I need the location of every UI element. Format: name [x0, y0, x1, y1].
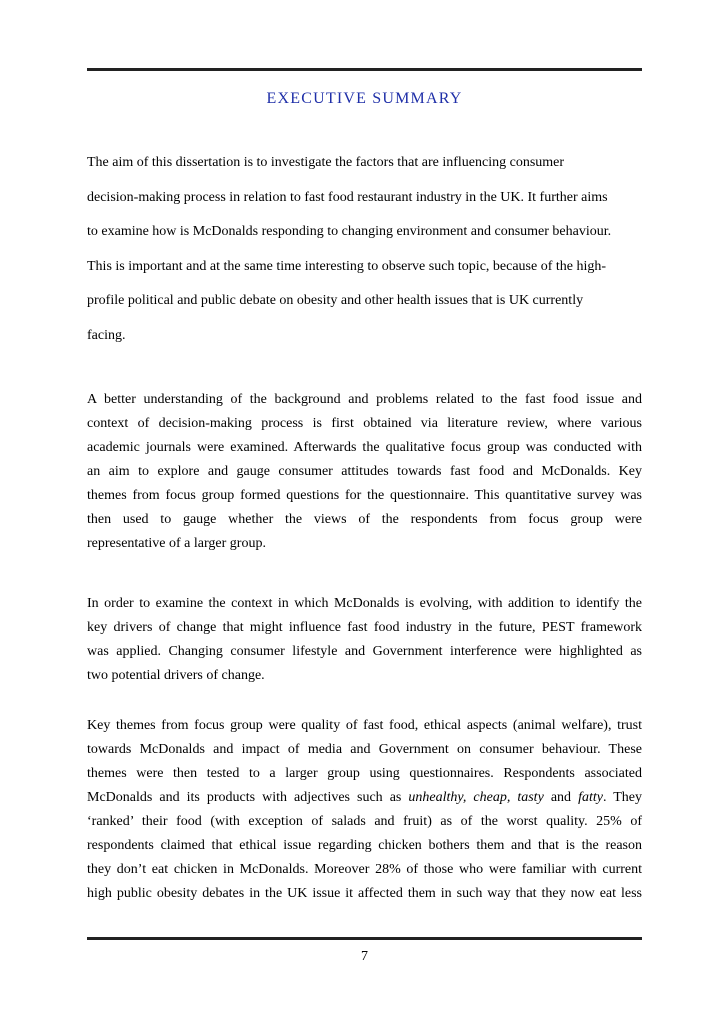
top-rule: [87, 68, 642, 71]
paragraph-line: A better understanding of the background and problems related to the fast food issue and: [87, 392, 642, 407]
paragraph-line: towards McDonalds and impact of media and Government on consumer behaviour. These: [87, 742, 642, 757]
paragraph-line: academic journals were examined. Afterwards the qualitative focus group was conducted with: [87, 440, 642, 455]
paragraph-line: The aim of this dissertation is to investigate the factors that are influencing consumer: [87, 155, 565, 170]
paragraph-line: context of decision-making process is first obtained via literature review, where various: [87, 416, 642, 431]
paragraph-line: profile political and public debate on obesity and other health issues that is UK currently: [87, 293, 584, 309]
text-run: and: [543, 790, 579, 805]
paragraph-aim: [87, 146, 642, 354]
paragraph-line: In order to examine the context in which McDonalds is evolving, with addition to identify the: [87, 596, 642, 611]
paragraph-line: This is important and at the same time interesting to observe such topic, because of the high-: [87, 258, 607, 274]
paragraph-line: then used to gauge whether the views of the respondents from focus group were: [87, 512, 642, 527]
page-number: 7: [361, 949, 368, 964]
paragraph-line: representative of a larger group.: [87, 536, 266, 551]
paragraph-line: key drivers of change that might influence fast food industry in the future, PEST framework: [87, 620, 642, 635]
paragraph-line: Key themes from focus group were quality of fast food, ethical aspects (animal welfare), trust: [87, 718, 642, 733]
bottom-rule: [87, 937, 642, 940]
paragraph-line: respondents claimed that ethical issue regarding chicken bothers them and that is the reason: [87, 838, 642, 853]
text-run: . They: [602, 790, 643, 805]
paragraph-line: themes were then tested to a larger group using questionnaires. Respondents associated: [87, 766, 642, 781]
paragraph-line: was applied. Changing consumer lifestyle and Government interference were highlighted as: [87, 644, 642, 659]
paragraph-findings: [87, 714, 642, 906]
paragraph-line: they don’t eat chicken in McDonalds. Moreover 28% of those who were familiar with current: [87, 862, 642, 877]
paragraph-line: two potential drivers of change.: [87, 668, 265, 683]
paragraph-line: high public obesity debates in the UK issue it affected them in such way that they now eat less: [87, 886, 642, 901]
paragraph-line: ‘ranked’ their food (with exception of salads and fruit) as of the worst quality. 25% of: [87, 814, 642, 829]
paragraph-line: facing.: [87, 327, 126, 343]
italic-adjectives: unhealthy, cheap, tasty: [408, 790, 544, 805]
page-title: EXECUTIVE SUMMARY: [266, 90, 463, 107]
paragraph-line: decision-making process in relation to fast food restaurant industry in the UK. It further aims: [87, 189, 608, 205]
paragraph-line: to examine how is McDonalds responding to changing environment and consumer behaviour.: [87, 224, 612, 240]
paragraph-line-adjectives: [87, 786, 642, 810]
italic-adjective-fatty: fatty: [578, 790, 603, 805]
text-run: McDonalds and its products with adjectives such as: [87, 790, 409, 805]
paragraph-methodology: [87, 388, 642, 556]
paragraph-line: themes from focus group formed questions for the questionnaire. This quantitative survey was: [87, 488, 642, 503]
paragraph-line: an aim to explore and gauge consumer attitudes towards fast food and McDonalds. Key: [87, 464, 642, 479]
paragraph-pest: [87, 592, 642, 688]
